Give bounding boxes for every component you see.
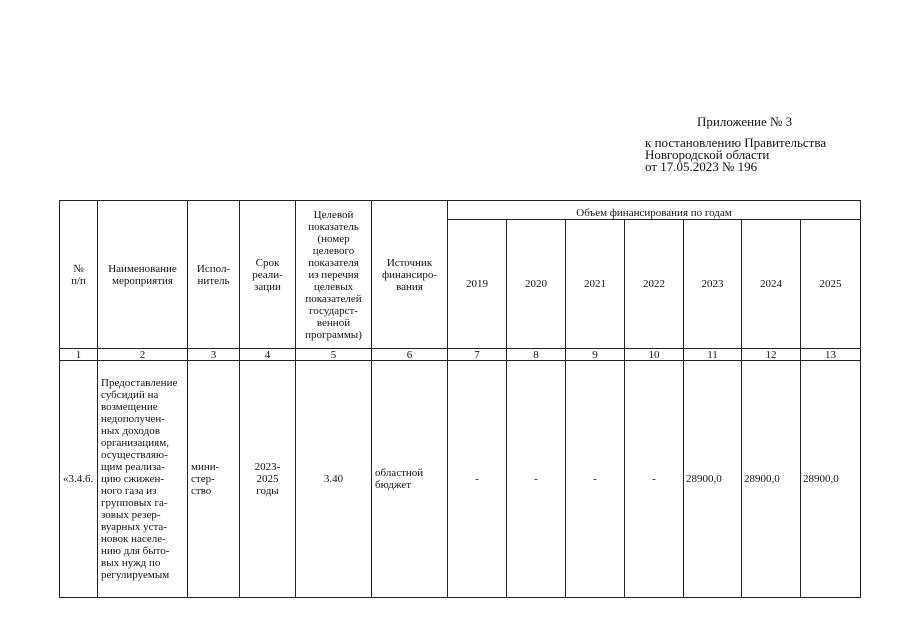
header-year-2020: 2020 [507,220,566,349]
cell-line: бюджет [375,479,411,491]
column-number: 8 [507,349,566,361]
appendix-title: Приложение № 3 [697,114,793,129]
cell-line: показателя [308,256,359,269]
cell-line: (номер [317,232,350,245]
cell-line: из перечня [308,268,359,281]
row-value-2020: - [507,361,566,598]
header-name [98,201,188,349]
header-executor [188,201,240,349]
cell-line: реали- [252,268,283,281]
header-funding-group: Объем финансирования по годам [448,201,861,220]
header-year-2025: 2025 [801,220,861,349]
cell-line: финансиро- [381,268,438,281]
column-number: 2 [98,349,188,361]
cell-line: государст- [309,304,358,317]
cell-line: п/п [71,274,86,287]
cell-line: возмещение [101,401,158,413]
cell-line: целевого [312,244,355,257]
row-value-2023: 28900,0 [684,361,742,598]
cell-line: нию для быто- [101,545,170,557]
header-num [60,201,98,349]
row-source [372,361,448,598]
column-number: 7 [448,349,507,361]
row-value-2025: 28900,0 [801,361,861,598]
cell-line: областной [375,467,424,479]
cell-line: программы) [305,328,362,341]
cell-line: венной [316,316,351,329]
cell-line: зации [254,280,281,293]
appendix-caption [645,116,826,173]
header-row-top [60,201,861,220]
cell-line: целевых [313,280,354,293]
header-year-2023: 2023 [684,220,742,349]
cell-line: Испол- [196,262,231,275]
cell-line: показателей [305,292,362,305]
cell-line: субсидий на [101,389,159,401]
column-number: 9 [566,349,625,361]
header-term [240,201,296,349]
row-value-2024: 28900,0 [742,361,801,598]
row-executor [188,361,240,598]
cell-line: мероприятия [112,274,173,287]
cell-line: вания [396,280,423,293]
cell-line: ных доходов [101,425,160,437]
row-value-2022: - [625,361,684,598]
cell-line: Предоставление [101,377,178,389]
cell-line: 2025 [256,473,279,485]
column-number: 12 [742,349,801,361]
column-number: 3 [188,349,240,361]
column-number: 13 [801,349,861,361]
row-num: «3.4.6. [60,361,98,598]
cell-line: № [73,262,84,275]
cell-line: вуарных уста- [101,521,167,533]
column-number-row [60,349,861,361]
cell-line: организациям, [101,437,169,449]
appendix-line-2: Новгородской области [645,147,770,162]
cell-line: Целевой [313,208,354,221]
row-value-2019: - [448,361,507,598]
cell-line: щим реализа- [101,461,165,473]
cell-line: групповых га- [101,497,168,509]
column-number: 10 [625,349,684,361]
cell-line: осуществляю- [101,449,168,461]
cell-line: показатель [308,220,359,233]
cell-line: ство [191,485,212,497]
header-year-2021: 2021 [566,220,625,349]
table-row [60,361,861,598]
header-year-2019: 2019 [448,220,507,349]
cell-line: вых нужд по [101,557,161,569]
cell-line: Наименование [108,262,177,275]
cell-line: регулируемым [101,569,170,581]
cell-line: цию сжижен- [101,473,164,485]
row-term [240,361,296,598]
row-name [98,361,188,598]
cell-line: Срок [255,256,280,269]
column-number: 11 [684,349,742,361]
cell-line: Источник [386,256,433,269]
column-number: 1 [60,349,98,361]
row-target: 3.40 [296,361,372,598]
appendix-line-1: к постановлению Правительства [645,135,827,150]
cell-line: новок населе- [101,533,166,545]
cell-line: зовых резер- [101,509,161,521]
header-source [372,201,448,349]
header-year-2024: 2024 [742,220,801,349]
column-number: 4 [240,349,296,361]
appendix-line-3: от 17.05.2023 № 196 [645,159,758,174]
row-value-2021: - [566,361,625,598]
cell-line: ного газа из [101,485,157,497]
cell-line: мини- [191,461,220,473]
header-year-2022: 2022 [625,220,684,349]
column-number: 5 [296,349,372,361]
funding-table [59,200,861,598]
cell-line: нитель [197,274,230,287]
header-target [296,201,372,349]
cell-line: 2023- [254,461,281,473]
cell-line: недополучен- [101,413,165,425]
column-number: 6 [372,349,448,361]
cell-line: стер- [191,473,215,485]
cell-line: годы [256,485,279,497]
